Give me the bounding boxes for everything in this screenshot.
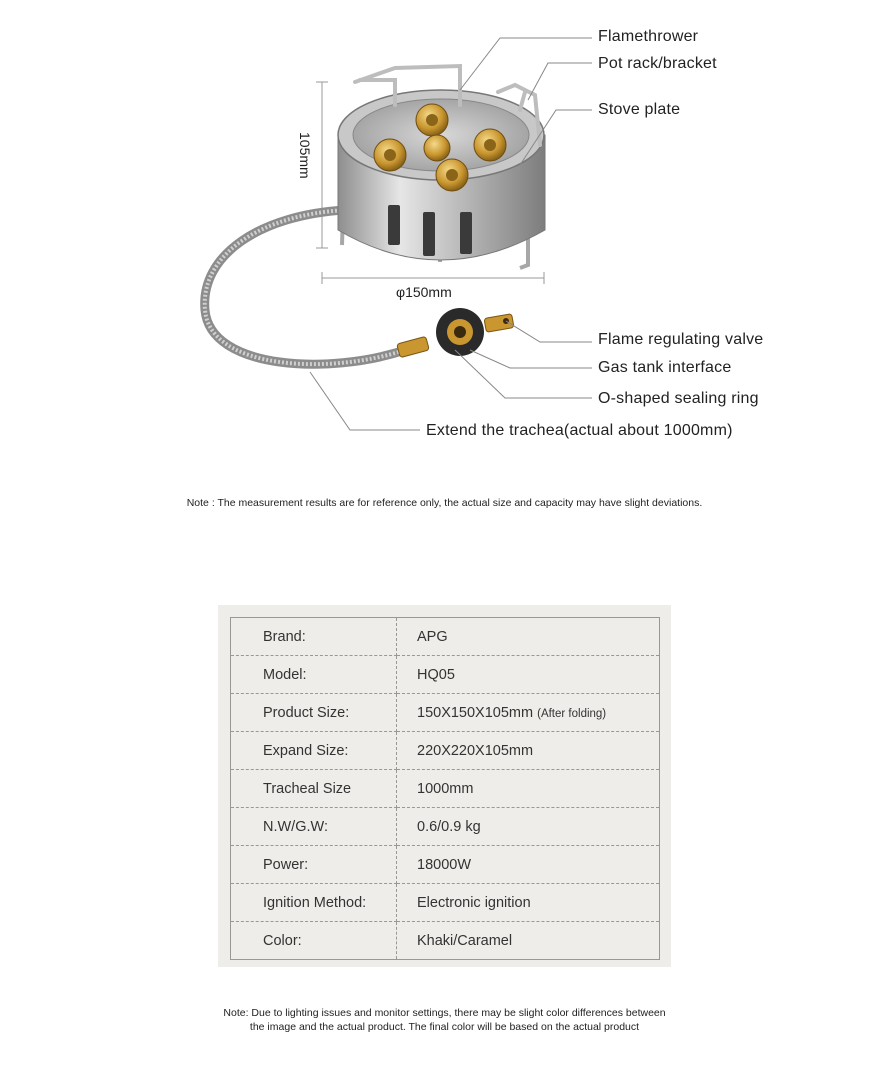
spec-value: 1000mm — [417, 780, 474, 797]
spec-row — [231, 770, 660, 808]
spec-key: Color: — [231, 922, 397, 960]
diameter-dimension-line — [322, 272, 544, 284]
spec-value-cell — [397, 618, 660, 656]
spec-value: HQ05 — [417, 666, 455, 683]
spec-table — [230, 617, 660, 960]
spec-value-cell — [397, 656, 660, 694]
color-note-line-1: Note: Due to lighting issues and monitor settings, there may be slight color differences between — [223, 1007, 666, 1019]
spec-key: Expand Size: — [231, 732, 397, 770]
color-note — [0, 1006, 889, 1034]
callout-gas-interface: Gas tank interface — [598, 359, 732, 376]
spec-row — [231, 846, 660, 884]
spec-value: 150X150X105mm — [417, 704, 534, 721]
spec-key: N.W/G.W: — [231, 808, 397, 846]
spec-value-suffix: (After folding) — [537, 707, 607, 720]
spec-key: Model: — [231, 656, 397, 694]
spec-value-cell — [397, 694, 660, 732]
callout-trachea: Extend the trachea(actual about 1000mm) — [426, 422, 733, 439]
spec-value: 18000W — [417, 856, 472, 873]
spec-row — [231, 808, 660, 846]
spec-value: Electronic ignition — [417, 894, 531, 911]
spec-key: Product Size: — [231, 694, 397, 732]
spec-key: Brand: — [231, 618, 397, 656]
spec-key: Ignition Method: — [231, 884, 397, 922]
spec-row — [231, 732, 660, 770]
spec-key: Power: — [231, 846, 397, 884]
measurement-note: Note : The measurement results are for reference only, the actual size and capacity may have slight deviations. — [186, 497, 703, 509]
spec-row — [231, 618, 660, 656]
height-dimension-line — [316, 82, 328, 248]
spec-row — [231, 922, 660, 960]
height-dimension-label: 105mm — [297, 132, 313, 179]
spec-value-cell — [397, 808, 660, 846]
spec-value: 0.6/0.9 kg — [417, 818, 481, 835]
spec-value: Khaki/Caramel — [417, 932, 513, 949]
spec-row — [231, 656, 660, 694]
callout-pot-rack: Pot rack/bracket — [598, 55, 717, 72]
spec-row — [231, 884, 660, 922]
product-diagram — [0, 0, 889, 470]
spec-value-cell — [397, 846, 660, 884]
spec-key: Tracheal Size — [231, 770, 397, 808]
callout-o-ring: O-shaped sealing ring — [598, 390, 759, 407]
spec-value: 220X220X105mm — [417, 742, 534, 759]
spec-value-cell — [397, 770, 660, 808]
diameter-dimension-label: φ150mm — [396, 284, 452, 300]
spec-value-cell — [397, 922, 660, 960]
spec-value-cell — [397, 732, 660, 770]
spec-value: APG — [417, 628, 448, 645]
callout-flame-valve: Flame regulating valve — [598, 331, 764, 348]
callout-stove-plate: Stove plate — [598, 101, 681, 118]
color-note-line-2: the image and the actual product. The final color will be based on the actual product — [249, 1021, 640, 1033]
spec-row — [231, 694, 660, 732]
spec-value-cell — [397, 884, 660, 922]
callout-flamethrower: Flamethrower — [598, 28, 699, 45]
